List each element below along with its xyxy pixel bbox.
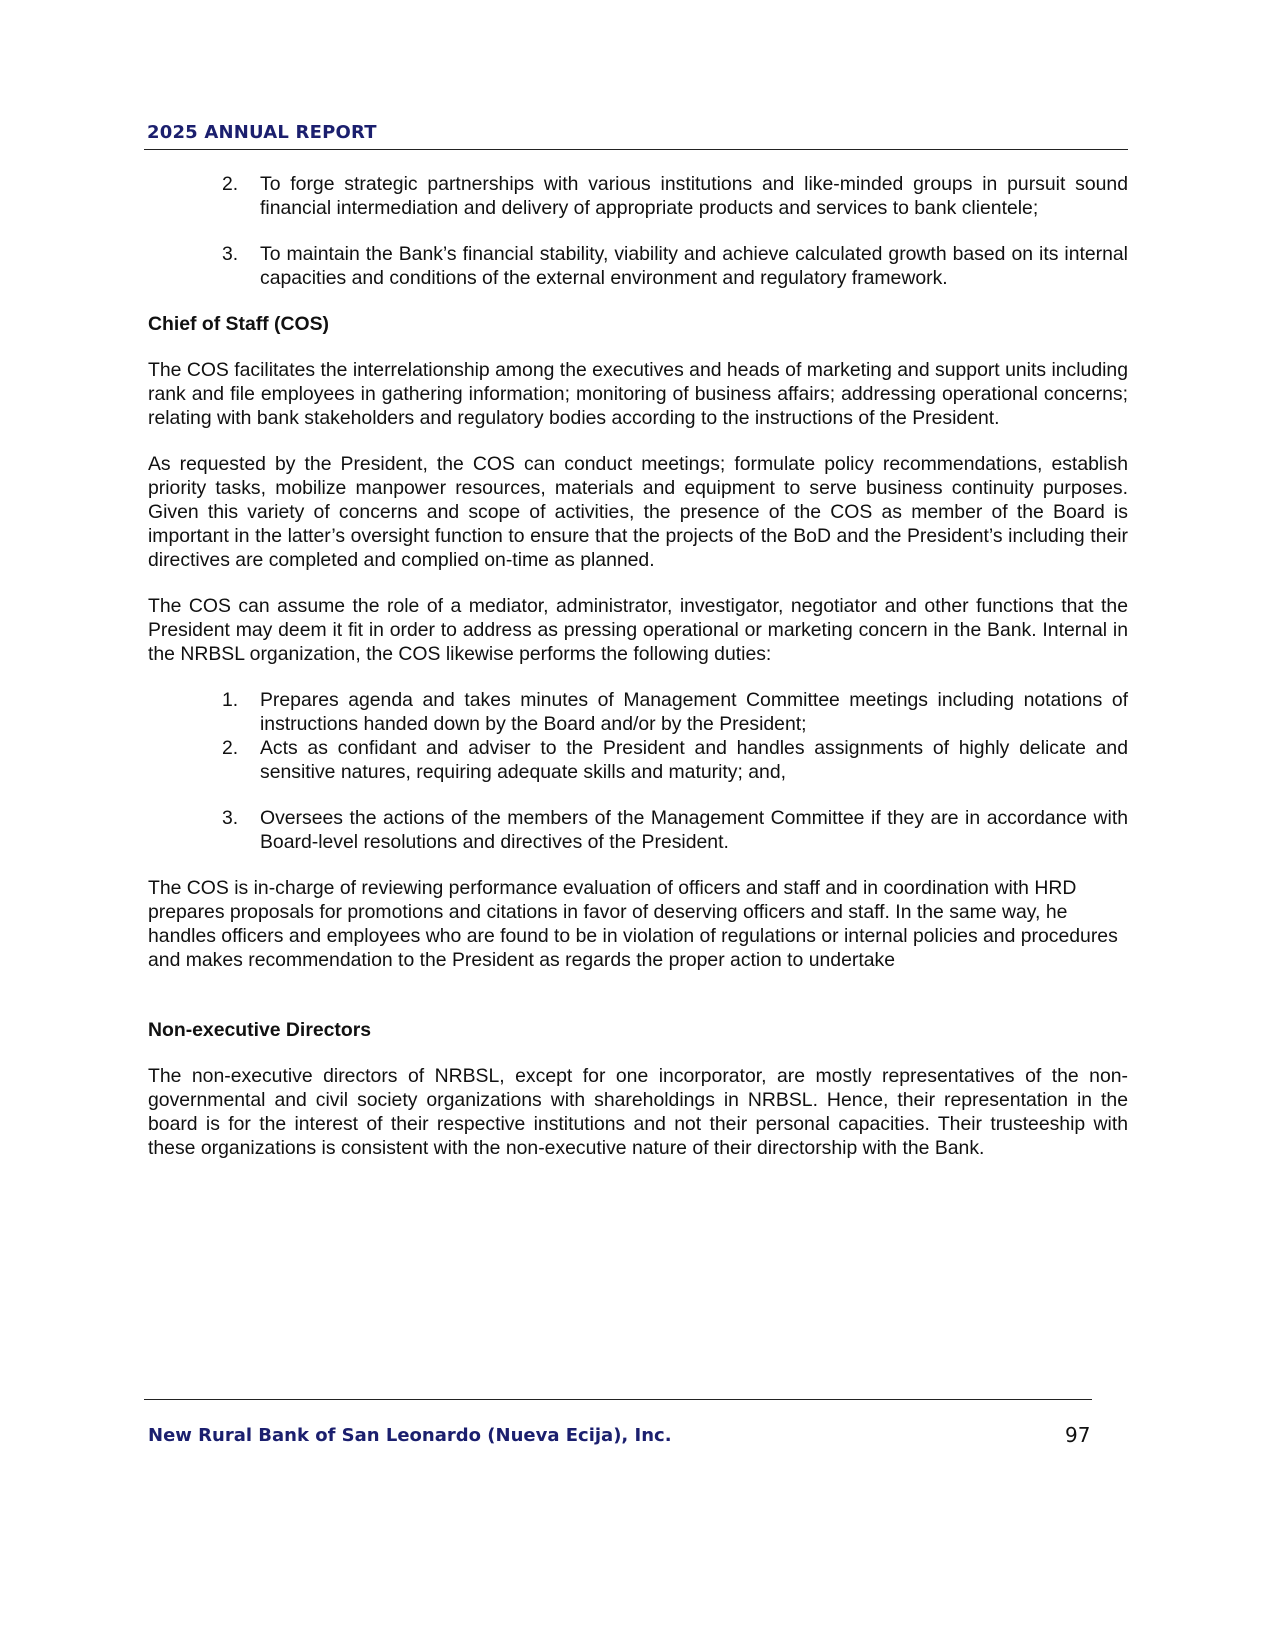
list-item-text: To maintain the Bank’s financial stability, viability and achieve calculated growth based on its internal capacities and conditions of the external environment and regulatory framework. (260, 243, 1128, 289)
bank-name: New Rural Bank of San Leonardo (Nueva Ecija), Inc. (148, 1425, 672, 1446)
list-item-text: To forge strategic partnerships with various institutions and like-minded groups in pursuit sound financial intermediation and delivery of appropriate products and services to bank clientele; (260, 173, 1128, 219)
cos-paragraph-1: The COS facilitates the interrelationship among the executives and heads of marketing and support units including rank and file employees in gathering information; monitoring of business affairs; addressing operational concerns; relating with bank stakeholders and regulatory bodies according to the instructions of the President. (148, 359, 1128, 429)
list-item-text: Oversees the actions of the members of the Management Committee if they are in accordance with Board-level resolutions and directives of the President. (260, 807, 1128, 853)
list-item (148, 172, 1128, 220)
list-item (148, 242, 1128, 290)
list-number: 3. (222, 243, 239, 265)
report-title: 2025 ANNUAL REPORT (147, 122, 377, 143)
cos-duties-list (148, 688, 1128, 854)
list-number: 1. (222, 689, 239, 711)
intro-list (148, 172, 1128, 290)
ned-paragraph-1: The non-executive directors of NRBSL, except for one incorporator, are mostly representatives of the non-governmental and civil society organizations with shareholdings in NRBSL. Hence, their representation in the board is for the interest of their respective institutions and not their personal capacities. Their trusteeship with these organizations is consistent with the non-executive nature of their directorship with the Bank. (148, 1065, 1128, 1159)
cos-paragraph-3: The COS can assume the role of a mediator, administrator, investigator, negotiator and other functions that the President may deem it fit in order to address as pressing operational or marketing concern in the Bank. Internal in the NRBSL organization, the COS likewise performs the following duties: (148, 595, 1128, 665)
list-item (148, 736, 1128, 784)
page-body (148, 172, 1128, 1160)
header-divider (144, 149, 1128, 150)
list-number: 3. (222, 807, 239, 829)
page-number: 97 (1065, 1423, 1091, 1447)
list-item-text: Prepares agenda and takes minutes of Management Committee meetings including notations of instructions handed down by the Board and/or by the President; (260, 689, 1128, 735)
list-number: 2. (222, 173, 239, 195)
ned-heading: Non-executive Directors (148, 1019, 372, 1041)
footer-divider (144, 1399, 1092, 1400)
cos-paragraph-4: The COS is in-charge of reviewing performance evaluation of officers and staff and in coordination with HRD prepares proposals for promotions and citations in favor of deserving officers and staff. In the same way, he handles officers and employees who are found to be in violation of regulations or internal policies and procedures and makes recommendation to the President as regards the proper action to undertake (148, 877, 1118, 971)
list-item (148, 688, 1128, 736)
list-item (148, 806, 1128, 854)
list-number: 2. (222, 737, 239, 759)
cos-heading: Chief of Staff (COS) (148, 313, 329, 335)
cos-paragraph-2: As requested by the President, the COS can conduct meetings; formulate policy recommendations, establish priority tasks, mobilize manpower resources, materials and equipment to serve business continuity purposes. Given this variety of concerns and scope of activities, the presence of the COS as member of the Board is important in the latter’s oversight function to ensure that the projects of the BoD and the President’s including their directives are completed and complied on-time as planned. (148, 453, 1128, 571)
list-item-text: Acts as confidant and adviser to the President and handles assignments of highly delicate and sensitive natures, requiring adequate skills and maturity; and, (260, 737, 1128, 783)
